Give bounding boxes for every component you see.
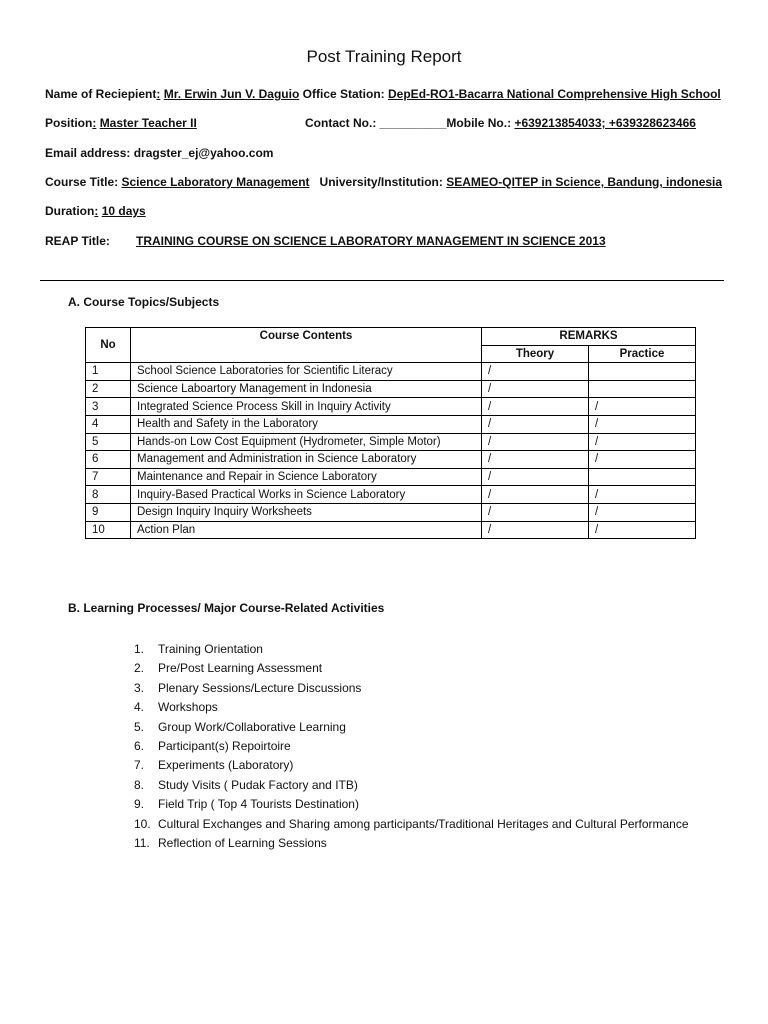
- table-row: [86, 468, 696, 486]
- office-station-label: Office Station:: [302, 87, 385, 101]
- cell-no: 2: [86, 380, 131, 398]
- list-item: [134, 795, 689, 814]
- contact-label: Contact No.:: [305, 116, 377, 130]
- cell-theory: /: [482, 468, 589, 486]
- header-no: No: [86, 328, 131, 363]
- reap-label: REAP Title:: [45, 234, 110, 248]
- section-b-heading: B. Learning Processes/ Major Course-Related Activities: [68, 601, 385, 615]
- institution-value: SEAMEO-QITEP in Science, Bandung, indonesia: [446, 175, 723, 189]
- cell-practice: /: [589, 521, 696, 539]
- list-item: [134, 756, 689, 775]
- cell-course-content: Hands-on Low Cost Equipment (Hydrometer, Simple Motor): [131, 433, 482, 451]
- list-item-number: 2.: [134, 661, 145, 676]
- course-topics-table: [85, 327, 696, 539]
- recipient-label: Name of Reciepient: [45, 87, 157, 101]
- header-remarks: REMARKS: [482, 328, 696, 346]
- position-colon: :: [92, 116, 97, 130]
- cell-theory: /: [482, 380, 589, 398]
- header-course-contents: Course Contents: [131, 328, 482, 363]
- duration-value: 10 days: [101, 204, 146, 218]
- list-item: [134, 815, 689, 834]
- cell-practice: /: [589, 398, 696, 416]
- course-title-value: Science Laboratory Management: [121, 175, 310, 189]
- contact-blank: __________: [379, 116, 447, 130]
- cell-practice: [589, 363, 696, 381]
- cell-practice: /: [589, 486, 696, 504]
- cell-theory: /: [482, 503, 589, 521]
- list-item-number: 10.: [134, 816, 151, 831]
- table-row: [86, 503, 696, 521]
- cell-no: 9: [86, 503, 131, 521]
- list-item-text: Field Trip ( Top 4 Tourists Destination): [158, 797, 359, 812]
- list-item-number: 11.: [134, 835, 150, 850]
- list-item: [134, 640, 689, 659]
- cell-course-content: School Science Laboratories for Scientific Literacy: [131, 363, 482, 381]
- cell-practice: /: [589, 451, 696, 469]
- section-a-heading: A. Course Topics/Subjects: [68, 295, 220, 309]
- cell-theory: /: [482, 433, 589, 451]
- position-label: Position: [45, 116, 93, 130]
- table-header-row: [86, 328, 696, 346]
- list-item: [134, 659, 689, 678]
- cell-theory: /: [482, 521, 589, 539]
- table-row: [86, 486, 696, 504]
- institution-label: University/Institution:: [319, 175, 443, 189]
- table-row: [86, 363, 696, 381]
- cell-practice: [589, 468, 696, 486]
- cell-no: 8: [86, 486, 131, 504]
- duration-line: [45, 204, 146, 218]
- table-row: [86, 451, 696, 469]
- office-station-value: DepEd-RO1-Bacarra National Comprehensive High School: [388, 87, 721, 101]
- cell-practice: /: [589, 433, 696, 451]
- list-item-text: Workshops: [158, 700, 218, 715]
- list-item-text: Pre/Post Learning Assessment: [158, 661, 323, 676]
- recipient-colon: :: [156, 87, 161, 101]
- email-line: [45, 146, 273, 160]
- mobile-label: Mobile No.:: [446, 116, 512, 130]
- course-title-label: Course Title:: [45, 175, 119, 189]
- cell-no: 1: [86, 363, 131, 381]
- header-practice: Practice: [589, 345, 696, 363]
- cell-course-content: Management and Administration in Science Laboratory: [131, 451, 482, 469]
- list-item-number: 3.: [134, 680, 145, 695]
- table-row: [86, 415, 696, 433]
- position-line: [45, 116, 197, 130]
- list-item-number: 1.: [134, 642, 145, 656]
- course-line: [45, 175, 722, 189]
- list-item-text: Experiments (Laboratory): [158, 758, 294, 773]
- table-row: [86, 433, 696, 451]
- cell-no: 5: [86, 433, 131, 451]
- cell-theory: /: [482, 398, 589, 416]
- email-value: dragster_ej@yahoo.com: [133, 146, 274, 160]
- cell-theory: /: [482, 486, 589, 504]
- list-item: [134, 776, 689, 795]
- list-item-text: Participant(s) Repoirtoire: [158, 738, 291, 753]
- reap-line: [45, 234, 110, 248]
- cell-course-content: Design Inquiry Inquiry Worksheets: [131, 503, 482, 521]
- header-theory: Theory: [482, 345, 589, 363]
- list-item-text: Cultural Exchanges and Sharing among participants/Traditional Heritages and Cultural Performance: [158, 816, 689, 831]
- cell-no: 3: [86, 398, 131, 416]
- duration-colon: :: [94, 204, 99, 218]
- page-title: Post Training Report: [306, 47, 462, 66]
- mobile-value: +639213854033; +639328623466: [514, 116, 696, 130]
- list-item-text: Study Visits ( Pudak Factory and ITB): [158, 777, 358, 792]
- cell-theory: /: [482, 363, 589, 381]
- table-row: [86, 398, 696, 416]
- cell-practice: /: [589, 503, 696, 521]
- contact-line: [305, 116, 696, 130]
- list-item-number: 6.: [134, 738, 145, 753]
- cell-practice: /: [589, 415, 696, 433]
- cell-course-content: Inquiry-Based Practical Works in Science Laboratory: [131, 486, 482, 504]
- activities-list: [134, 640, 689, 853]
- list-item-number: 9.: [134, 797, 145, 812]
- list-item-number: 5.: [134, 719, 145, 734]
- cell-course-content: Science Laboartory Management in Indonesia: [131, 380, 482, 398]
- list-item: [134, 834, 689, 853]
- list-item-text: Reflection of Learning Sessions: [158, 835, 327, 850]
- list-item-text: Plenary Sessions/Lecture Discussions: [158, 680, 362, 695]
- list-item-text: Group Work/Collaborative Learning: [158, 719, 346, 734]
- table-row: [86, 521, 696, 539]
- cell-theory: /: [482, 415, 589, 433]
- list-item: [134, 718, 689, 737]
- cell-course-content: Integrated Science Process Skill in Inquiry Activity: [131, 398, 482, 416]
- recipient-name: Mr. Erwin Jun V. Daguio: [163, 87, 300, 101]
- duration-label: Duration: [45, 204, 95, 218]
- cell-no: 10: [86, 521, 131, 539]
- cell-practice: [589, 380, 696, 398]
- cell-no: 7: [86, 468, 131, 486]
- list-item-number: 8.: [134, 777, 145, 792]
- cell-no: 4: [86, 415, 131, 433]
- list-item: [134, 698, 689, 717]
- horizontal-divider: [40, 280, 724, 281]
- position-value: Master Teacher II: [99, 116, 197, 130]
- list-item: [134, 737, 689, 756]
- list-item-number: 7.: [134, 758, 145, 773]
- list-item: [134, 679, 689, 698]
- recipient-line: [45, 87, 721, 101]
- cell-theory: /: [482, 451, 589, 469]
- list-item-number: 4.: [134, 700, 145, 715]
- table-row: [86, 380, 696, 398]
- email-label: Email address:: [45, 146, 131, 160]
- list-item-text: Training Orientation: [158, 642, 263, 656]
- reap-title-wrap: [136, 234, 606, 248]
- cell-course-content: Health and Safety in the Laboratory: [131, 415, 482, 433]
- reap-title-value: TRAINING COURSE ON SCIENCE LABORATORY MANAGEMENT IN SCIENCE 2013: [136, 234, 606, 248]
- cell-course-content: Maintenance and Repair in Science Laboratory: [131, 468, 482, 486]
- cell-no: 6: [86, 451, 131, 469]
- cell-course-content: Action Plan: [131, 521, 482, 539]
